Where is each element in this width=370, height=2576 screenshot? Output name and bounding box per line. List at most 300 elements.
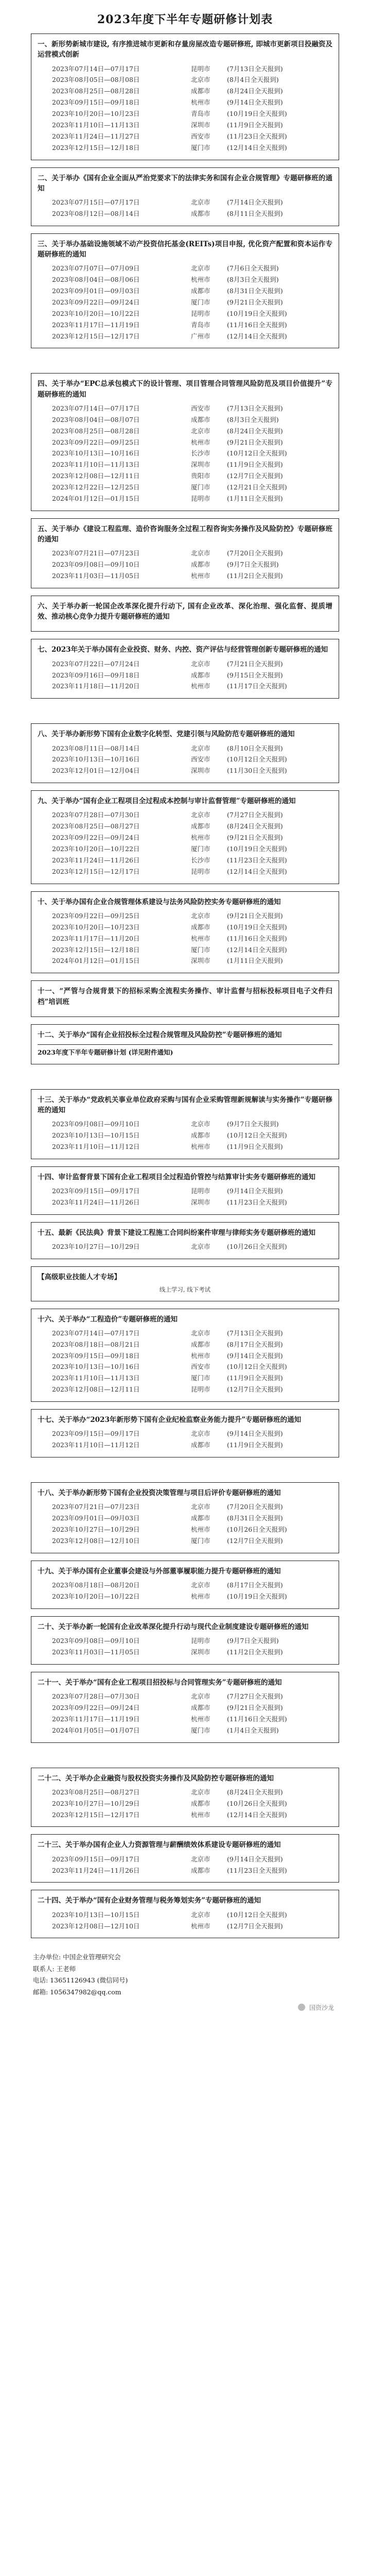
session-dates: 2023年07月28日—07月30日 (52, 811, 140, 819)
session-row (52, 1513, 332, 1524)
session-list (38, 263, 332, 342)
session-checkin: (11月9日全天报到) (227, 461, 283, 469)
session-dates: 2023年07月14日—07月17日 (52, 1329, 140, 1337)
session-row (52, 1535, 332, 1547)
session-row (52, 426, 332, 437)
session-dates: 2023年11月24日—11月27日 (52, 132, 140, 140)
session-dates: 2023年10月13日—10月15日 (52, 1910, 140, 1919)
session-dates: 2023年09月01日—09月03日 (52, 287, 140, 295)
session-checkin: (12月14日全天报到) (227, 1810, 287, 1819)
session-row (52, 570, 332, 582)
session-dates: 2023年09月22日—09月24日 (52, 1703, 140, 1711)
session-dates: 2023年09月15日—09月18日 (52, 98, 140, 107)
session-row (52, 142, 332, 154)
session-row (52, 944, 332, 956)
session-dates: 2023年07月14日—07月17日 (52, 404, 140, 412)
session-city: 杭州市 (191, 682, 210, 690)
session-dates: 2023年09月15日—09月17日 (52, 1855, 140, 1863)
session-dates: 2023年09月22日—09月24日 (52, 834, 140, 842)
session-dates: 2023年12月08日—12月11日 (52, 1385, 140, 1394)
session-dates: 2023年09月08日—09月10日 (52, 1637, 140, 1645)
session-list (38, 910, 332, 967)
session-row (52, 86, 332, 97)
session-checkin: (9月15日全天报到) (227, 671, 283, 679)
session-checkin: (8月24日全天报到) (227, 427, 283, 435)
session-city: 成都市 (191, 87, 210, 95)
session-city: 杭州市 (191, 438, 210, 446)
session-dates: 2023年11月24日—11月26日 (52, 856, 140, 864)
session-city: 厦门市 (191, 1536, 210, 1545)
session-checkin: (11月2日全天报到) (227, 572, 283, 580)
session-checkin: (11月23日全天报到) (227, 1866, 287, 1874)
session-row (52, 910, 332, 922)
session-checkin: (10月12日全天报到) (227, 1363, 287, 1371)
session-dates: 2023年07月07日—07月09日 (52, 264, 140, 273)
section-title: 五、关于举办《建设工程监理、造价咨询服务全过程工程咨询实务操作及风险防控》专题研修班的通知 (38, 524, 332, 544)
session-city: 杭州市 (191, 834, 210, 842)
section-title: 二十一、关于举办“国有企业工程项目招投标与合同管理实务”专题研修班的通知 (38, 1678, 282, 1687)
wechat-icon (298, 2004, 305, 2011)
session-row (52, 1339, 332, 1350)
session-list (38, 1118, 332, 1153)
session-checkin: (10月19日全天报到) (227, 309, 287, 317)
session-checkin: (8月24日全天报到) (227, 87, 283, 95)
session-checkin: (8月3日全天报到) (227, 415, 279, 423)
session-dates: 2023年11月10日—11月12日 (52, 1143, 140, 1150)
session-row (52, 319, 332, 331)
session-checkin: (10月26日全天报到) (227, 1526, 287, 1533)
session-checkin: (9月7日全天报到) (227, 561, 279, 569)
session-row (52, 482, 332, 493)
session-row (52, 1328, 332, 1339)
session-row (52, 208, 332, 219)
session-list (38, 548, 332, 582)
session-row (52, 1591, 332, 1602)
session-dates: 2023年11月17日—11月20日 (52, 934, 140, 942)
session-checkin: (11月30日全天报到) (227, 767, 287, 775)
session-checkin: (10月12日全天报到) (227, 449, 287, 457)
session-city: 厦门市 (191, 298, 210, 306)
session-city: 北京市 (191, 744, 210, 752)
session-city: 北京市 (191, 1788, 210, 1796)
session-city: 深圳市 (191, 461, 210, 469)
session-list (38, 658, 332, 692)
session-city: 成都市 (191, 671, 210, 679)
section-title: 十六、关于举办“工程造价”专题研修班的通知 (38, 1315, 178, 1324)
session-list (38, 63, 332, 154)
section-title: 四、关于举办“EPC总承包模式下的设计管理、项目管理合同管理风险防范及项目价值提升”专题研修班的通知 (38, 380, 332, 399)
session-checkin: (12月21日全天报到) (227, 483, 287, 491)
session-city: 成都市 (191, 287, 210, 295)
session-row (52, 331, 332, 342)
session-city: 长沙市 (191, 449, 210, 457)
session-row (52, 1725, 332, 1736)
session-city: 成都市 (191, 1340, 210, 1348)
section-title: 十三、关于举办“党政机关事业单位政府采购与国有企业采购管理新规解读与实务操作”专题研修班的通知 (38, 1095, 332, 1114)
section-title: 【高级职业技能人才专场】 (38, 1273, 121, 1281)
session-city: 北京市 (191, 1329, 210, 1337)
session-city: 昆明市 (191, 1637, 210, 1645)
session-checkin: (10月19日全天报到) (227, 923, 287, 931)
session-list (38, 1787, 332, 1821)
session-city: 成都市 (191, 1866, 210, 1874)
session-checkin: (1月4日全天报到) (227, 1726, 279, 1734)
session-row (52, 855, 332, 866)
session-checkin: (1月11日全天报到) (227, 957, 283, 965)
session-row (52, 1635, 332, 1647)
session-checkin: (11月2日全天报到) (227, 1648, 283, 1656)
session-row (52, 1384, 332, 1395)
session-dates: 2023年09月22日—09月25日 (52, 438, 140, 446)
section-box (31, 891, 339, 974)
section-box (31, 1266, 339, 1301)
session-row (52, 843, 332, 855)
session-city: 深圳市 (191, 957, 210, 965)
session-checkin: (9月14日全天报到) (227, 1430, 283, 1438)
session-row (52, 1118, 332, 1130)
session-dates: 2023年07月14日—07月17日 (52, 64, 140, 73)
session-city: 成都市 (191, 923, 210, 931)
session-checkin: (7月21日全天报到) (227, 659, 283, 668)
session-checkin: (9月14日全天报到) (227, 1855, 283, 1863)
session-checkin: (9月21日全天报到) (227, 298, 283, 306)
section-box (31, 1482, 339, 1553)
session-city: 北京市 (191, 1581, 210, 1589)
section-box (31, 1089, 339, 1159)
session-checkin: (11月23日全天报到) (227, 856, 287, 864)
session-list (38, 1635, 332, 1658)
session-list (38, 1501, 332, 1547)
session-dates: 2023年12月15日—12月17日 (52, 867, 140, 875)
session-list (38, 197, 332, 219)
session-city: 成都市 (191, 209, 210, 217)
session-city: 北京市 (191, 264, 210, 273)
session-dates: 2023年11月17日—11月19日 (52, 1715, 140, 1723)
session-checkin: (11月9日全天报到) (227, 1441, 283, 1449)
session-city: 北京市 (191, 811, 210, 819)
section-title: 十八、关于举办新形势下国有企业投资决策管理与项目后评价专题研修班的通知 (38, 1489, 281, 1497)
session-row (52, 809, 332, 821)
session-dates: 2023年11月03日—11月05日 (52, 1648, 140, 1656)
section-box (31, 1166, 339, 1215)
footer-contact (31, 1952, 339, 1998)
session-dates: 2023年08月04日—08月06日 (52, 276, 140, 284)
session-checkin: (8月17日全天报到) (227, 1581, 283, 1589)
session-checkin: (12月7日全天报到) (227, 1385, 283, 1394)
session-row (52, 1647, 332, 1658)
session-city: 北京市 (191, 1120, 210, 1128)
footer-line: 邮箱: 1056347982@qq.com (33, 1988, 121, 1996)
session-dates: 2023年10月13日—10月16日 (52, 755, 140, 764)
session-city: 杭州市 (191, 572, 210, 580)
session-row (52, 1909, 332, 1921)
session-row (52, 1439, 332, 1451)
session-list (38, 809, 332, 877)
session-checkin: (11月9日全天报到) (227, 1374, 283, 1382)
session-city: 贵阳市 (191, 472, 210, 480)
session-dates: 2023年09月16日—09月18日 (52, 671, 140, 679)
session-row (52, 74, 332, 86)
session-dates: 2023年09月15日—09月18日 (52, 1351, 140, 1360)
session-row (52, 933, 332, 944)
section-title: 十、关于举办国有企业合规管理体系建设与法务风险防控实务专题研修班的通知 (38, 897, 281, 906)
section-title: 十七、关于举办“2023年新形势下国有企业纪检监察业务能力提升”专题研修班的通知 (38, 1416, 302, 1424)
section-box (31, 1834, 339, 1883)
session-city: 杭州市 (191, 1526, 210, 1533)
section-title: 三、关于举办基础设施领域不动产投资信托基金(REITs)项目申报, 优化资产配置和资本运作专题研修班的通知 (38, 240, 332, 259)
session-checkin: (8月11日全天报到) (227, 209, 283, 217)
session-dates: 2023年08月18日—08月21日 (52, 1340, 140, 1348)
session-city: 北京市 (191, 427, 210, 435)
section-box (31, 639, 339, 699)
session-dates: 2023年11月10日—11月13日 (52, 1374, 140, 1382)
section-title: 七、2023年关于举办国有企业投资、财务、内控、资产评估与经营管理创新专题研修班的通知 (38, 646, 328, 654)
session-dates: 2023年08月05日—08月08日 (52, 76, 140, 84)
session-city: 杭州市 (191, 1143, 210, 1150)
session-checkin: (10月26日全天报到) (227, 1243, 287, 1251)
session-dates: 2023年11月10日—11月13日 (52, 121, 140, 129)
session-checkin: (8月31日全天报到) (227, 287, 283, 295)
session-checkin: (8月24日全天报到) (227, 1788, 283, 1796)
session-row (52, 754, 332, 765)
session-city: 成都市 (191, 1514, 210, 1522)
session-city: 成都市 (191, 415, 210, 423)
session-checkin: (12月14日全天报到) (227, 332, 287, 340)
session-dates: 2023年10月27日—10月29日 (52, 1799, 140, 1807)
session-city: 厦门市 (191, 945, 210, 954)
session-checkin: (8月4日全天报到) (227, 76, 279, 84)
session-row (52, 297, 332, 308)
session-checkin: (8月17日全天报到) (227, 1340, 283, 1348)
session-checkin: (9月14日全天报到) (227, 1187, 283, 1195)
session-dates: 2023年10月20日—10月22日 (52, 845, 140, 853)
session-checkin: (11月9日全天报到) (227, 121, 283, 129)
session-row (52, 470, 332, 482)
session-list (38, 1241, 332, 1252)
session-city: 西安市 (191, 1363, 210, 1371)
session-row (52, 1185, 332, 1197)
session-checkin: (7月14日全天报到) (227, 198, 283, 206)
session-checkin: (8月24日全天报到) (227, 822, 283, 831)
section-title: 十二、关于举办“国有企业招投标全过程合规管理及风险防控”专题研修班的通知 (38, 1030, 282, 1039)
session-row (52, 1714, 332, 1725)
session-city: 北京市 (191, 1910, 210, 1919)
section-title: 八、关于举办新形势下国有企业数字化转型、党建引领与风险防范专题研修班的通知 (38, 730, 295, 739)
section-title: 六、关于举办新一轮国企改革深化提升行动下, 国有企业改革、深化治理、强化监督、提质增效、推动核心竞争力提升专题研修班的通知 (38, 602, 332, 621)
session-city: 北京市 (191, 1692, 210, 1700)
section-box (31, 1409, 339, 1458)
session-row (52, 1361, 332, 1372)
session-row (52, 97, 332, 108)
section-subtitle: 线上学习, 线下考试 (159, 1286, 211, 1294)
session-row (52, 403, 332, 414)
session-list (38, 1328, 332, 1395)
session-checkin: (11月16日全天报到) (227, 320, 287, 329)
section-notice: 2023年度下半年专题研修计划 (详见附件通知) (38, 1044, 332, 1058)
footer-line: 主办单位: 中国企业管理研究会 (33, 1953, 121, 1961)
session-dates: 2023年11月10日—11月13日 (52, 461, 140, 469)
session-row (52, 493, 332, 504)
session-dates: 2023年12月08日—12月11日 (52, 472, 140, 480)
session-dates: 2023年07月22日—07月24日 (52, 659, 140, 668)
session-row (52, 1141, 332, 1153)
session-city: 北京市 (191, 659, 210, 668)
session-dates: 2023年12月08日—12月10日 (52, 1536, 140, 1545)
session-row (52, 1524, 332, 1535)
sections-list (31, 33, 339, 1938)
session-city: 成都市 (191, 1441, 210, 1449)
session-city: 杭州市 (191, 1810, 210, 1819)
session-city: 成都市 (191, 822, 210, 831)
session-checkin: (10月12日全天报到) (227, 1910, 287, 1919)
session-row (52, 1865, 332, 1876)
session-city: 西安市 (191, 404, 210, 412)
section-box (31, 1890, 339, 1938)
doc-title: 2023年度下半年专题研修计划表 (97, 13, 273, 26)
session-row (52, 1350, 332, 1362)
session-city: 西安市 (191, 132, 210, 140)
session-dates: 2023年07月21日—07月23日 (52, 1503, 140, 1511)
session-checkin: (10月12日全天报到) (227, 1131, 287, 1140)
session-checkin: (10月26日全天报到) (227, 1799, 287, 1807)
session-checkin: (12月7日全天报到) (227, 1536, 283, 1545)
section-box (31, 790, 339, 884)
session-dates: 2023年07月28日—07月30日 (52, 1692, 140, 1700)
session-row (52, 285, 332, 297)
session-city: 成都市 (191, 561, 210, 569)
session-city: 杭州市 (191, 98, 210, 107)
session-dates: 2023年09月22日—09月24日 (52, 298, 140, 306)
session-list (38, 1580, 332, 1602)
session-dates: 2023年11月18日—11月20日 (52, 682, 140, 690)
session-row (52, 1702, 332, 1714)
session-row (52, 414, 332, 426)
session-city: 北京市 (191, 76, 210, 84)
session-row (52, 832, 332, 843)
section-box (31, 33, 339, 160)
session-checkin: (7月27日全天报到) (227, 811, 283, 819)
session-city: 成都市 (191, 1799, 210, 1807)
session-dates: 2023年08月04日—08月07日 (52, 415, 140, 423)
session-row (52, 263, 332, 274)
session-checkin: (7月20日全天报到) (227, 549, 283, 557)
session-city: 北京市 (191, 1855, 210, 1863)
session-city: 厦门市 (191, 1374, 210, 1382)
session-city: 厦门市 (191, 845, 210, 853)
session-city: 杭州市 (191, 1592, 210, 1600)
session-list (38, 1909, 332, 1932)
session-dates: 2023年09月22日—09月25日 (52, 911, 140, 920)
section-box (31, 373, 339, 511)
session-city: 昆明市 (191, 494, 210, 502)
section-box (31, 1672, 339, 1743)
section-title: 十四、审计监督背景下国有企业工程项目全过程造价管控与结算审计实务专题研修班的通知 (38, 1173, 315, 1181)
session-dates: 2023年11月03日—11月05日 (52, 572, 140, 580)
session-city: 厦门市 (191, 483, 210, 491)
session-row (52, 1372, 332, 1384)
session-row (52, 448, 332, 459)
session-dates: 2023年08月11日—08月14日 (52, 744, 140, 752)
session-dates: 2023年11月17日—11月19日 (52, 320, 140, 329)
session-row (52, 765, 332, 776)
section-box (31, 1309, 339, 1402)
session-checkin: (1月11日全天报到) (227, 494, 283, 502)
session-checkin: (12月14日全天报到) (227, 867, 287, 875)
session-checkin: (12月14日全天报到) (227, 945, 287, 954)
session-dates: 2023年12月01日—12月04日 (52, 767, 140, 775)
section-box (31, 723, 339, 783)
session-city: 青岛市 (191, 110, 210, 117)
session-dates: 2023年10月13日—10月16日 (52, 1363, 140, 1371)
session-checkin: (11月16日全天报到) (227, 934, 287, 942)
session-row (52, 821, 332, 832)
session-city: 北京市 (191, 911, 210, 920)
session-checkin: (7月13日全天报到) (227, 64, 283, 73)
session-city: 杭州市 (191, 934, 210, 942)
session-list (38, 1185, 332, 1208)
session-dates: 2023年11月24日—11月26日 (52, 1198, 140, 1206)
session-city: 杭州市 (191, 1715, 210, 1723)
session-dates: 2023年08月25日—08月28日 (52, 87, 140, 95)
session-checkin: (12月7日全天报到) (227, 472, 283, 480)
session-dates: 2023年10月20日—10月22日 (52, 309, 140, 317)
session-dates: 2024年01月12日—01月15日 (52, 957, 140, 965)
session-city: 北京市 (191, 198, 210, 206)
session-row (52, 548, 332, 559)
session-row (52, 658, 332, 670)
section-box (31, 233, 339, 349)
section-box (31, 1616, 339, 1665)
session-city: 广州市 (191, 332, 210, 340)
watermark-text: 国资沙龙 (309, 2004, 334, 2012)
session-row (52, 1197, 332, 1208)
section-title: 九、关于举办“国有企业工程项目全过程成本控制与审计监督管理”专题研修班的通知 (38, 797, 296, 806)
section-title: 二、关于举办《国有企业全面从严治党要求下的法律实务和国有企业合规管理》专题研修班的通知 (38, 174, 332, 193)
session-city: 昆明市 (191, 64, 210, 73)
session-dates: 2023年10月27日—10月29日 (52, 1243, 140, 1251)
section-title: 二十四、关于举办“国有企业财务管理与税务筹划实务”专题研修班的通知 (38, 1896, 261, 1905)
session-checkin: (11月17日全天报到) (227, 682, 287, 690)
session-row (52, 1854, 332, 1865)
session-dates: 2024年01月05日—01月07日 (52, 1726, 140, 1734)
section-title: 十五、最新《民法典》背景下建设工程施工合同纠纷案件审理与律师实务专题研修班的通知 (38, 1228, 315, 1237)
session-city: 北京市 (191, 1243, 210, 1251)
session-row (52, 1428, 332, 1439)
session-row (52, 120, 332, 131)
session-row (52, 131, 332, 142)
session-checkin: (9月21日全天报到) (227, 1703, 283, 1711)
session-checkin: (9月21日全天报到) (227, 438, 283, 446)
section-box (31, 167, 339, 226)
session-dates: 2023年10月27日—10月29日 (52, 1526, 140, 1533)
session-dates: 2023年09月15日—09月17日 (52, 1187, 140, 1195)
session-dates: 2023年12月15日—12月18日 (52, 945, 140, 954)
section-box (31, 1024, 339, 1064)
session-city: 北京市 (191, 1503, 210, 1511)
session-list (38, 1428, 332, 1451)
session-row (52, 1787, 332, 1798)
session-dates: 2023年12月15日—12月17日 (52, 1810, 140, 1819)
session-dates: 2023年10月20日—10月23日 (52, 923, 140, 931)
session-checkin: (9月7日全天报到) (227, 1637, 279, 1645)
session-row (52, 955, 332, 967)
section-title: 二十二、关于举办企业融资与股权投资实务操作及风险防控专题研修班的通知 (38, 1774, 274, 1783)
session-checkin: (11月9日全天报到) (227, 1143, 283, 1150)
session-dates: 2023年10月13日—10月16日 (52, 449, 140, 457)
session-dates: 2023年08月25日—08月27日 (52, 822, 140, 831)
session-checkin: (11月23日全天报到) (227, 1198, 287, 1206)
session-dates: 2023年12月15日—12月17日 (52, 332, 140, 340)
